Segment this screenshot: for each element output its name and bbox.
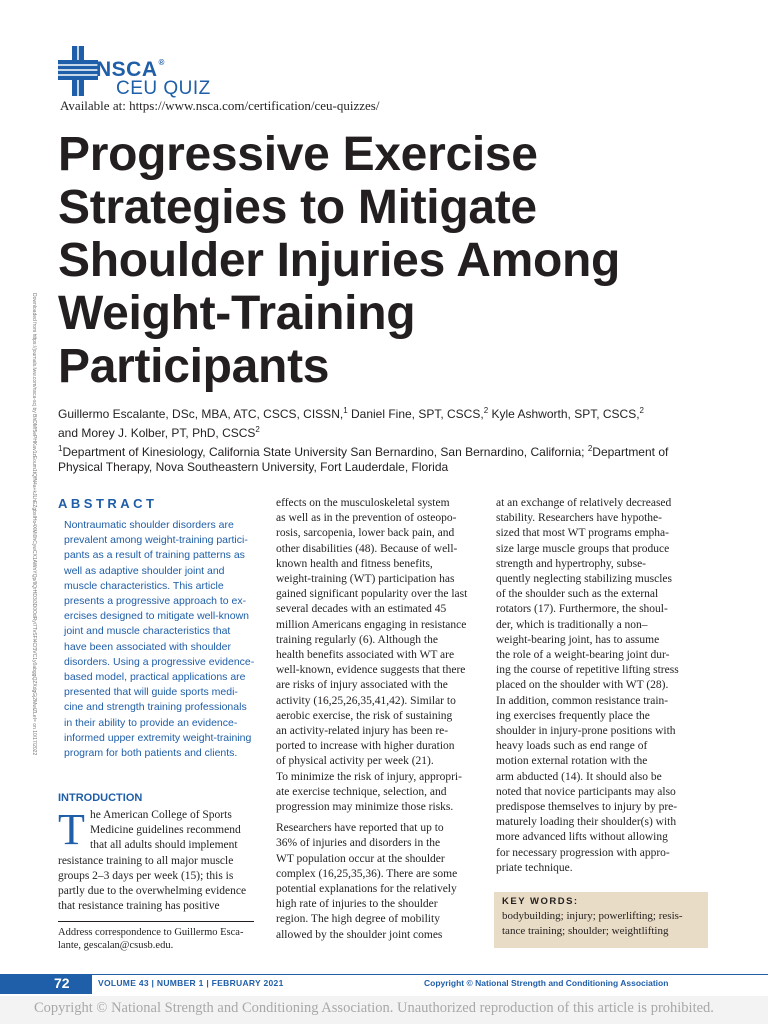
drop-cap: T (58, 805, 85, 854)
quiz-url: Available at: https://www.nsca.com/certification/ceu-quizzes/ (60, 98, 380, 113)
abstract-heading: ABSTRACT (58, 496, 158, 511)
authors-line: Guillermo Escalante, DSc, MBA, ATC, CSCS, CISSN,$^1$ Daniel Fine, SPT, CSCS,$^2$ Kyle Ashworth, SPT, CSCS,$^2$ (58, 406, 644, 421)
copyright-banner: Copyright © National Strength and Conditioning Association. Unauthorized reproduction of this article is prohibited. (0, 996, 768, 1024)
footer-copyright: Copyright © National Strength and Conditioning Association (424, 978, 669, 988)
authors-line: and Morey J. Kolber, PT, PhD, CSCS$^2$ (58, 425, 260, 440)
body-column-2: effects on the musculoskeletal system as well as in the prevention of osteopo- rosis, sarcopenia, lower back pain, and other disabilities (48). Because of well- known health and fitness benefits, weight-training (WT) participation has gained significant popularity over the last several decades with an estimated 45 million Americans engaging in resistance training regularly (6). Although the health benefits associated with WT are well-known, evidence suggests that there are risks of injury associated with the activity (16,25,26,35,41,42). Similar to aerobic exercise, the risk of sustaining an activity-related injury has been re- ported to increase with higher duration of physical activity per week (21). To minimize the risk of injury, appropri- ate exercise technique, selection, and progression may minimize those risks. Researchers have reported that up to 36% of injuries and disorders in the WT population occur at the shoulder complex (16,25,35,36). There are some potential explanations for the relatively high rate of injuries to the shoulder region. The high degree of mobility allowed by the shoulder joint comes (276, 497, 468, 941)
keywords-text: bodybuilding; injury; powerlifting; resis- tance training; shoulder; weightlifting (502, 910, 683, 937)
introduction-heading: INTRODUCTION (58, 792, 143, 804)
title-line: Strategies to Mitigate (58, 181, 537, 234)
title-line: Weight-Training (58, 287, 416, 340)
title-line: Participants (58, 340, 330, 393)
footnote-divider (58, 921, 254, 922)
footer-rule (0, 974, 768, 975)
page-number-tab (0, 974, 92, 994)
affiliation-line: $^1$Department of Kinesiology, California State University San Bernardino, San Bernardino, California; $^2$Department of (58, 444, 669, 459)
issue-info: VOLUME 43 | NUMBER 1 | FEBRUARY 2021 (98, 978, 284, 988)
abstract-text: Nontraumatic shoulder disorders are prevalent among weight-training partici- pants as a result of training patterns as well as adaptive shoulder joint and muscle characteristics. This article presents a progressive approach to ex- ercises designed to mitigate well-known joint and muscle characteristics that have been associated with shoulder disorders. Using a progressive evidence- based model, practical applications are presented that will guide sports medi- cine and strength training professionals in their ability to provide an evidence- informed upper extremity weight-training program for both patients and clients. (64, 519, 255, 760)
body-column-3: at an exchange of relatively decreased stability. Researchers have hypothe- sized that most WT programs empha- size large muscle groups that produce strength and hypertrophy, subse- quently neglecting stabilizing muscles of the shoulder such as the external rotators (17). Furthermore, the shoul- der, which is traditionally a non– weight-bearing joint, has to assume the role of a weight-bearing joint dur- ing the course of repetitive lifting stress placed on the shoulder with WT (28). In addition, common resistance train- ing exercises frequently place the shoulder in injury-prone positions with heavy loads such as end range of motion external rotation with the arm abducted (14). It should also be noted that novice participants may also predispose themselves to injury by pre- maturely loading their shoulder(s) with more advanced lifts without allowing for necessary progression with appro- priate technique. (496, 497, 679, 874)
page-number: 72 (54, 975, 70, 991)
correspondence-note: Address correspondence to Guillermo Esca- lante, gescalan@csusb.edu. (58, 927, 244, 951)
keywords-heading: KEY WORDS: (502, 896, 579, 907)
title-line: Shoulder Injuries Among (58, 234, 621, 287)
logo-subtitle: CEU QUIZ (116, 78, 211, 99)
title-line: Progressive Exercise (58, 128, 538, 181)
nsca-ceu-quiz-logo (58, 44, 218, 100)
download-watermark: Downloaded from https://journals.lww.com/nsca-scj by BhDMf5ePHKav1zEoum1tQfN4a+kJLhEZgbsIHo4XMi0hCywCX1AWnYQp/IlQrHD3i3D0OdRyi7TvSFl4Cf3VC1y0abggQZXdgGj2MwlZLeI= on 10/17/2022 (31, 293, 37, 756)
article-title (58, 128, 738, 393)
introduction-text: T he American College of Sports Medicine guidelines recommend that all adults should implement resistance training to all major muscle groups 2–3 days per week (15); this is partly due to the overwhelming evidence that resistance training has positive (58, 805, 247, 913)
author-block (58, 403, 718, 475)
logo-wordmark: NSCA® (96, 58, 165, 81)
affiliation-line: Physical Therapy, Nova Southeastern University, Fort Lauderdale, Florida (58, 460, 449, 474)
